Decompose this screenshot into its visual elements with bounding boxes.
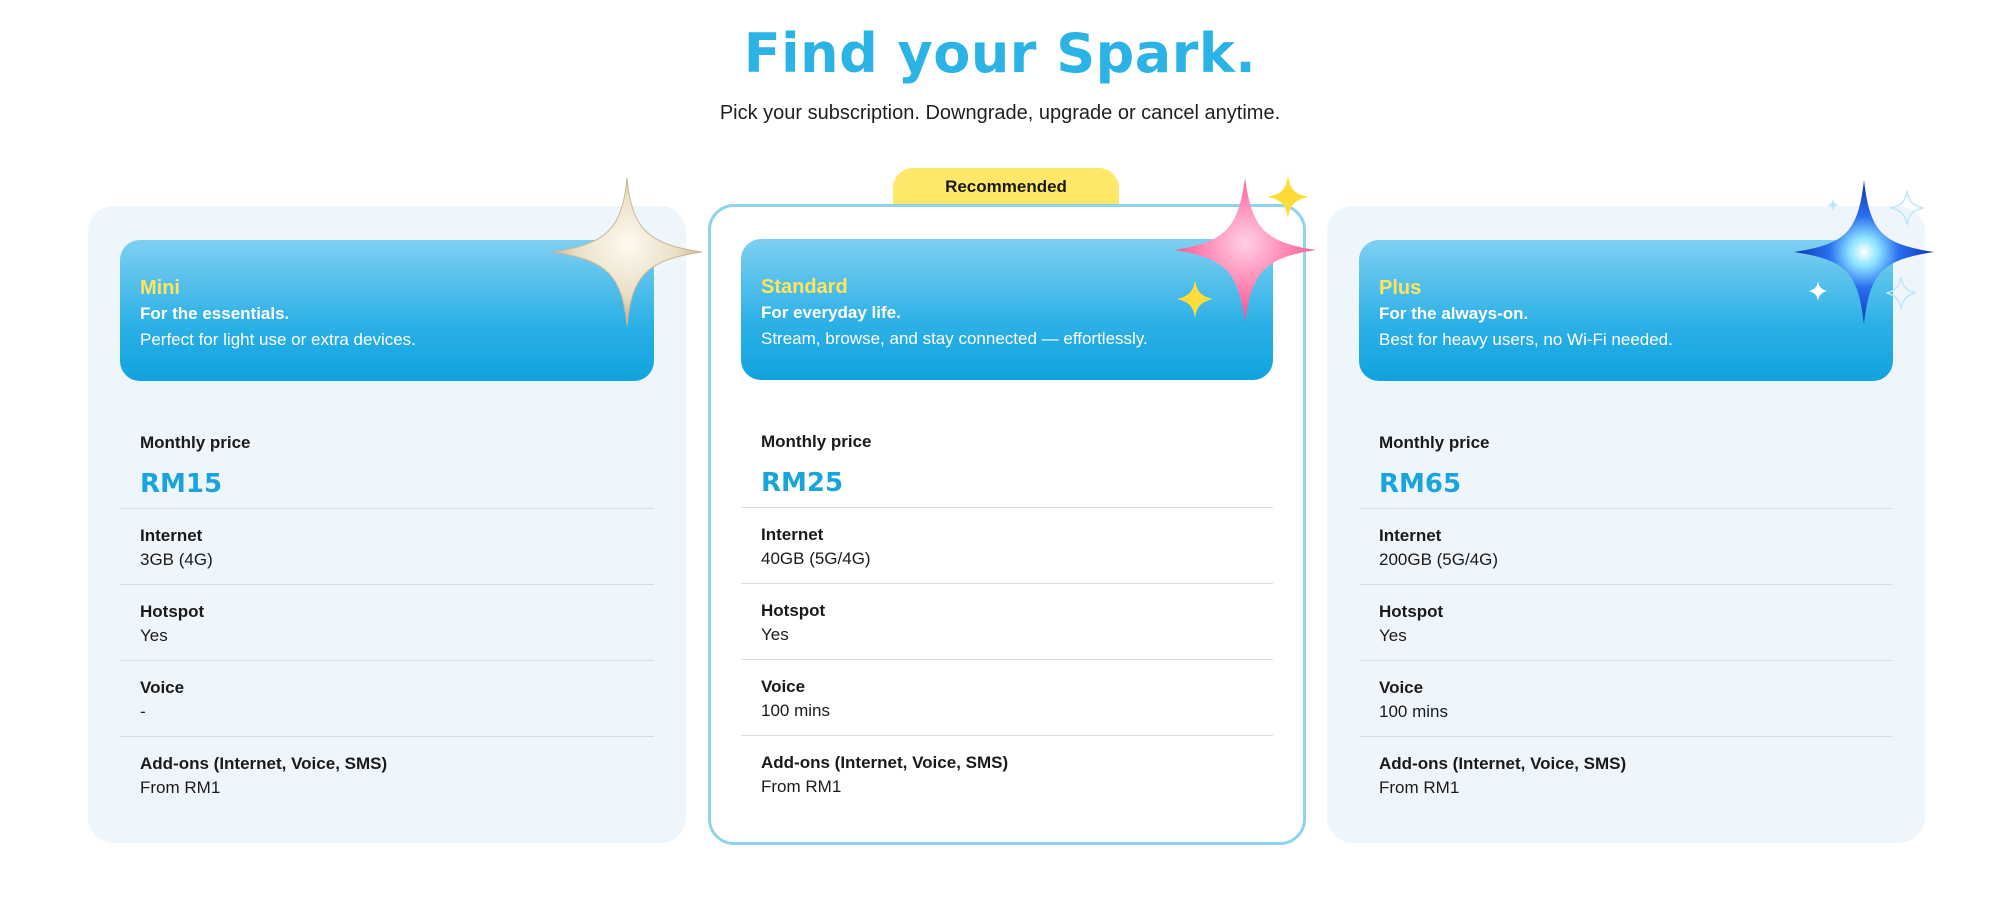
small-sparkle-icon — [1826, 198, 1840, 212]
feature-value: 40GB (5G/4G) — [761, 549, 871, 568]
page-title: Find your Spark. — [743, 22, 1257, 85]
feature-label: Internet — [140, 526, 203, 545]
feature-value: Yes — [140, 626, 168, 645]
feature-label: Voice — [1379, 678, 1424, 697]
plan-tagline: For everyday life. — [761, 303, 901, 322]
feature-value: Yes — [1379, 626, 1407, 645]
feature-row-hotspot — [120, 585, 654, 661]
price-row — [1359, 411, 1893, 509]
white-sparkle-icon — [1808, 280, 1828, 302]
feature-value: 100 mins — [1379, 702, 1448, 721]
feature-label: Add-ons (Internet, Voice, SMS) — [761, 753, 1009, 772]
plan-details — [120, 411, 654, 813]
plan-details — [741, 410, 1273, 812]
feature-label: Hotspot — [761, 601, 826, 620]
feature-row-addons — [741, 736, 1273, 812]
feature-value: Yes — [761, 625, 789, 644]
plan-description: Perfect for light use or extra devices. — [140, 330, 416, 349]
price-value: RM25 — [761, 468, 844, 498]
price-label: Monthly price — [1379, 433, 1490, 452]
price-value: RM15 — [140, 469, 223, 499]
price-row — [741, 410, 1273, 508]
feature-label: Add-ons (Internet, Voice, SMS) — [1379, 754, 1627, 773]
feature-row-addons — [1359, 737, 1893, 813]
feature-row-hotspot — [741, 584, 1273, 660]
plan-description: Best for heavy users, no Wi-Fi needed. — [1379, 330, 1673, 349]
plan-tagline: For the always-on. — [1379, 304, 1529, 323]
feature-value: From RM1 — [140, 778, 221, 797]
feature-value: 3GB (4G) — [140, 550, 213, 569]
feature-value: From RM1 — [761, 777, 842, 796]
feature-value: - — [140, 702, 146, 721]
price-row — [120, 411, 654, 509]
feature-label: Hotspot — [140, 602, 205, 621]
feature-label: Hotspot — [1379, 602, 1444, 621]
price-label: Monthly price — [140, 433, 251, 452]
feature-row-internet — [120, 509, 654, 585]
plan-name: Standard — [761, 276, 848, 298]
plan-details — [1359, 411, 1893, 813]
feature-value: 200GB (5G/4G) — [1379, 550, 1499, 569]
yellow-sparkle-icon — [1176, 279, 1214, 319]
price-value: RM65 — [1379, 469, 1462, 499]
plan-description: Stream, browse, and stay connected — effortlessly. — [761, 329, 1148, 348]
plan-name: Plus — [1379, 277, 1422, 299]
feature-label: Voice — [140, 678, 185, 697]
feature-row-voice — [1359, 661, 1893, 737]
feature-row-addons — [120, 737, 654, 813]
feature-label: Add-ons (Internet, Voice, SMS) — [140, 754, 388, 773]
feature-label: Voice — [761, 677, 806, 696]
feature-value: From RM1 — [1379, 778, 1460, 797]
feature-value: 100 mins — [761, 701, 830, 720]
plan-name: Mini — [140, 277, 180, 299]
feature-row-voice — [741, 660, 1273, 736]
outline-sparkle-icon — [1886, 276, 1916, 310]
feature-label: Internet — [761, 525, 824, 544]
outline-sparkle-icon — [1890, 190, 1924, 226]
recommended-badge: Recommended — [893, 168, 1119, 208]
feature-row-internet — [1359, 509, 1893, 585]
yellow-sparkle-icon — [1266, 174, 1310, 220]
cream-sparkle-star-icon — [550, 176, 704, 328]
feature-row-hotspot — [1359, 585, 1893, 661]
feature-row-internet — [741, 508, 1273, 584]
plan-tagline: For the essentials. — [140, 304, 290, 323]
feature-row-voice — [120, 661, 654, 737]
feature-label: Internet — [1379, 526, 1442, 545]
page-subtitle: Pick your subscription. Downgrade, upgrade or cancel anytime. — [719, 102, 1281, 124]
price-label: Monthly price — [761, 432, 872, 451]
